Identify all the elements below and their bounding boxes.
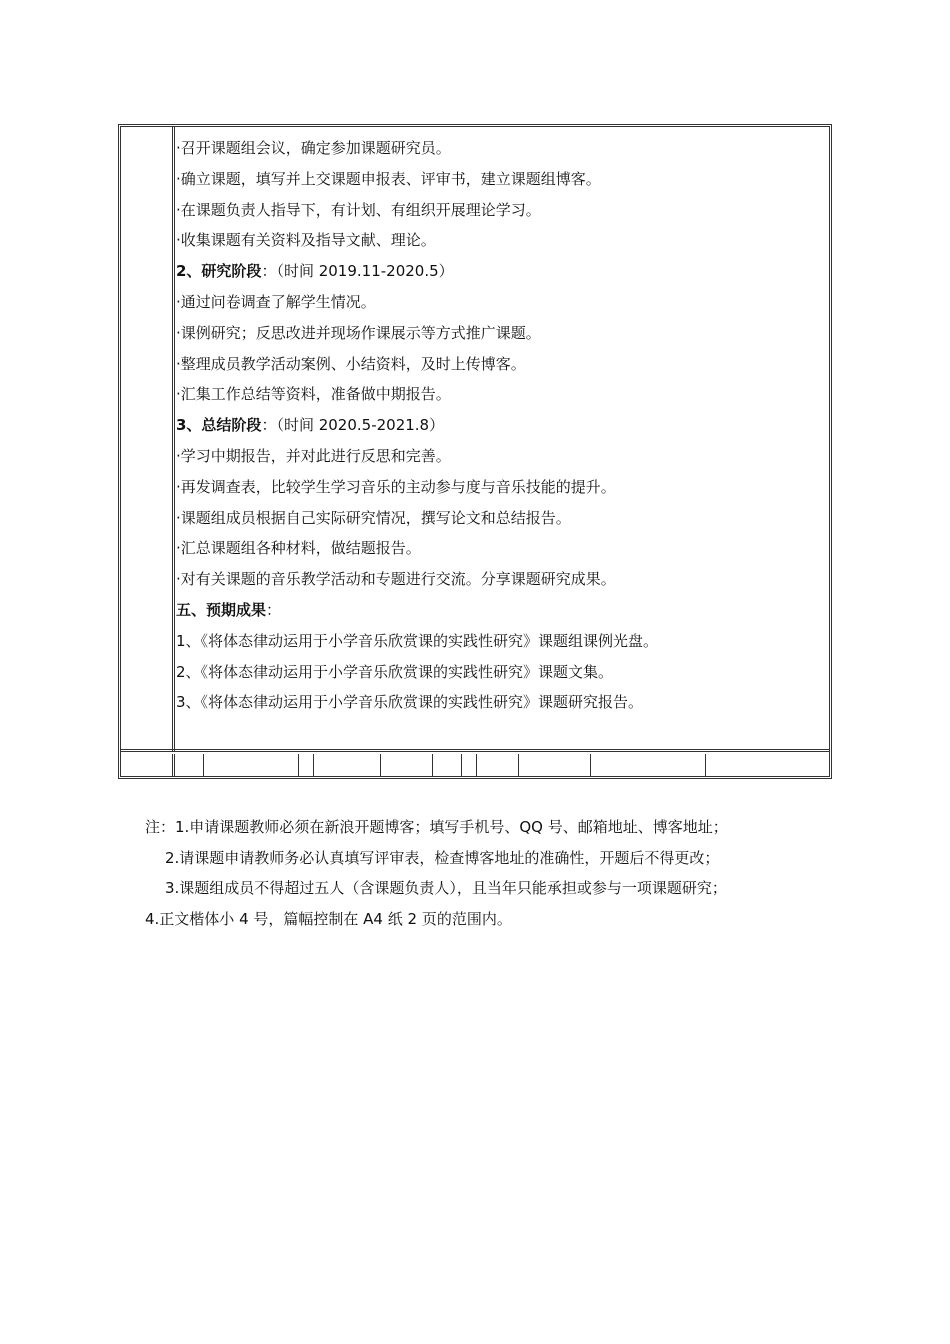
table-cell-divider bbox=[590, 754, 591, 776]
results-heading bbox=[176, 595, 816, 626]
notes-section bbox=[145, 812, 845, 934]
table-cell-divider bbox=[476, 754, 477, 776]
results-heading-colon: ： bbox=[266, 600, 282, 619]
research-plan-cell bbox=[176, 133, 816, 718]
stage2-item: ·整理成员教学活动案例、小结资料，及时上传博客。 bbox=[176, 354, 526, 373]
note-line: 3.课题组成员不得超过五人（含课题负责人），且当年只能承担或参与一项课题研究； bbox=[165, 879, 727, 897]
note-line: 4.正文楷体小 4 号，篇幅控制在 A4 纸 2 页的范围内。 bbox=[145, 909, 512, 928]
results-heading-bold: 五、预期成果 bbox=[176, 600, 267, 619]
stage3-heading bbox=[176, 410, 816, 441]
table-cell-divider bbox=[461, 754, 462, 776]
table-left-column-divider bbox=[172, 127, 175, 752]
table-bottom-rule bbox=[121, 749, 829, 752]
stage2-item: ·课例研究；反思改进并现场作课展示等方式推广课题。 bbox=[176, 323, 541, 342]
results-item: 1、《将体态律动运用于小学音乐欣赏课的实践性研究》课题组课例光盘。 bbox=[176, 631, 659, 650]
table-cell-divider bbox=[518, 754, 519, 776]
stage1-item: ·确立课题，填写并上交课题申报表、评审书，建立课题组博客。 bbox=[176, 169, 601, 188]
results-item: 2、《将体态律动运用于小学音乐欣赏课的实践性研究》课题文集。 bbox=[176, 662, 614, 681]
table-cell-divider bbox=[203, 754, 204, 776]
stage3-heading-time: ：（时间 2020.5-2021.8） bbox=[261, 416, 445, 435]
table-cell-divider bbox=[313, 754, 314, 776]
stage3-item: ·再发调查表，比较学生学习音乐的主动参与度与音乐技能的提升。 bbox=[176, 477, 616, 496]
stage1-item: ·召开课题组会议，确定参加课题研究员。 bbox=[176, 139, 451, 157]
table-cell-divider bbox=[432, 754, 433, 776]
stage2-item: ·通过问卷调查了解学生情况。 bbox=[176, 292, 376, 311]
stage2-heading-bold: 2、研究阶段 bbox=[176, 262, 262, 281]
stage3-item: ·学习中期报告，并对此进行反思和完善。 bbox=[176, 446, 451, 465]
stage1-item: ·在课题负责人指导下，有计划、有组织开展理论学习。 bbox=[176, 200, 541, 219]
form-table bbox=[118, 124, 832, 779]
note-line: 2.请课题申请教师务必认真填写评审表，检查博客地址的准确性，开题后不得更改； bbox=[165, 848, 720, 867]
table-empty-row bbox=[121, 754, 829, 776]
results-item: 3、《将体态律动运用于小学音乐欣赏课的实践性研究》课题研究报告。 bbox=[176, 693, 644, 712]
stage3-heading-bold: 3、总结阶段 bbox=[176, 416, 262, 435]
stage2-heading-time: ：（时间 2019.11-2020.5） bbox=[261, 262, 454, 281]
stage3-item: ·汇总课题组各种材料，做结题报告。 bbox=[176, 539, 421, 558]
stage2-item: ·汇集工作总结等资料，准备做中期报告。 bbox=[176, 385, 451, 404]
table-cell-divider bbox=[705, 754, 706, 776]
stage1-item: ·收集课题有关资料及指导文献、理论。 bbox=[176, 231, 436, 250]
note-line: 注：1.申请课题教师必须在新浪开题博客；填写手机号、QQ 号、邮箱地址、博客地址； bbox=[145, 818, 728, 836]
table-cell-divider bbox=[298, 754, 299, 776]
table-cell-divider bbox=[380, 754, 381, 776]
stage3-item: ·课题组成员根据自己实际研究情况，撰写论文和总结报告。 bbox=[176, 508, 571, 527]
stage3-item: ·对有关课题的音乐教学活动和专题进行交流。分享课题研究成果。 bbox=[176, 570, 616, 589]
stage2-heading bbox=[176, 256, 816, 287]
table-cell-divider bbox=[172, 754, 175, 776]
